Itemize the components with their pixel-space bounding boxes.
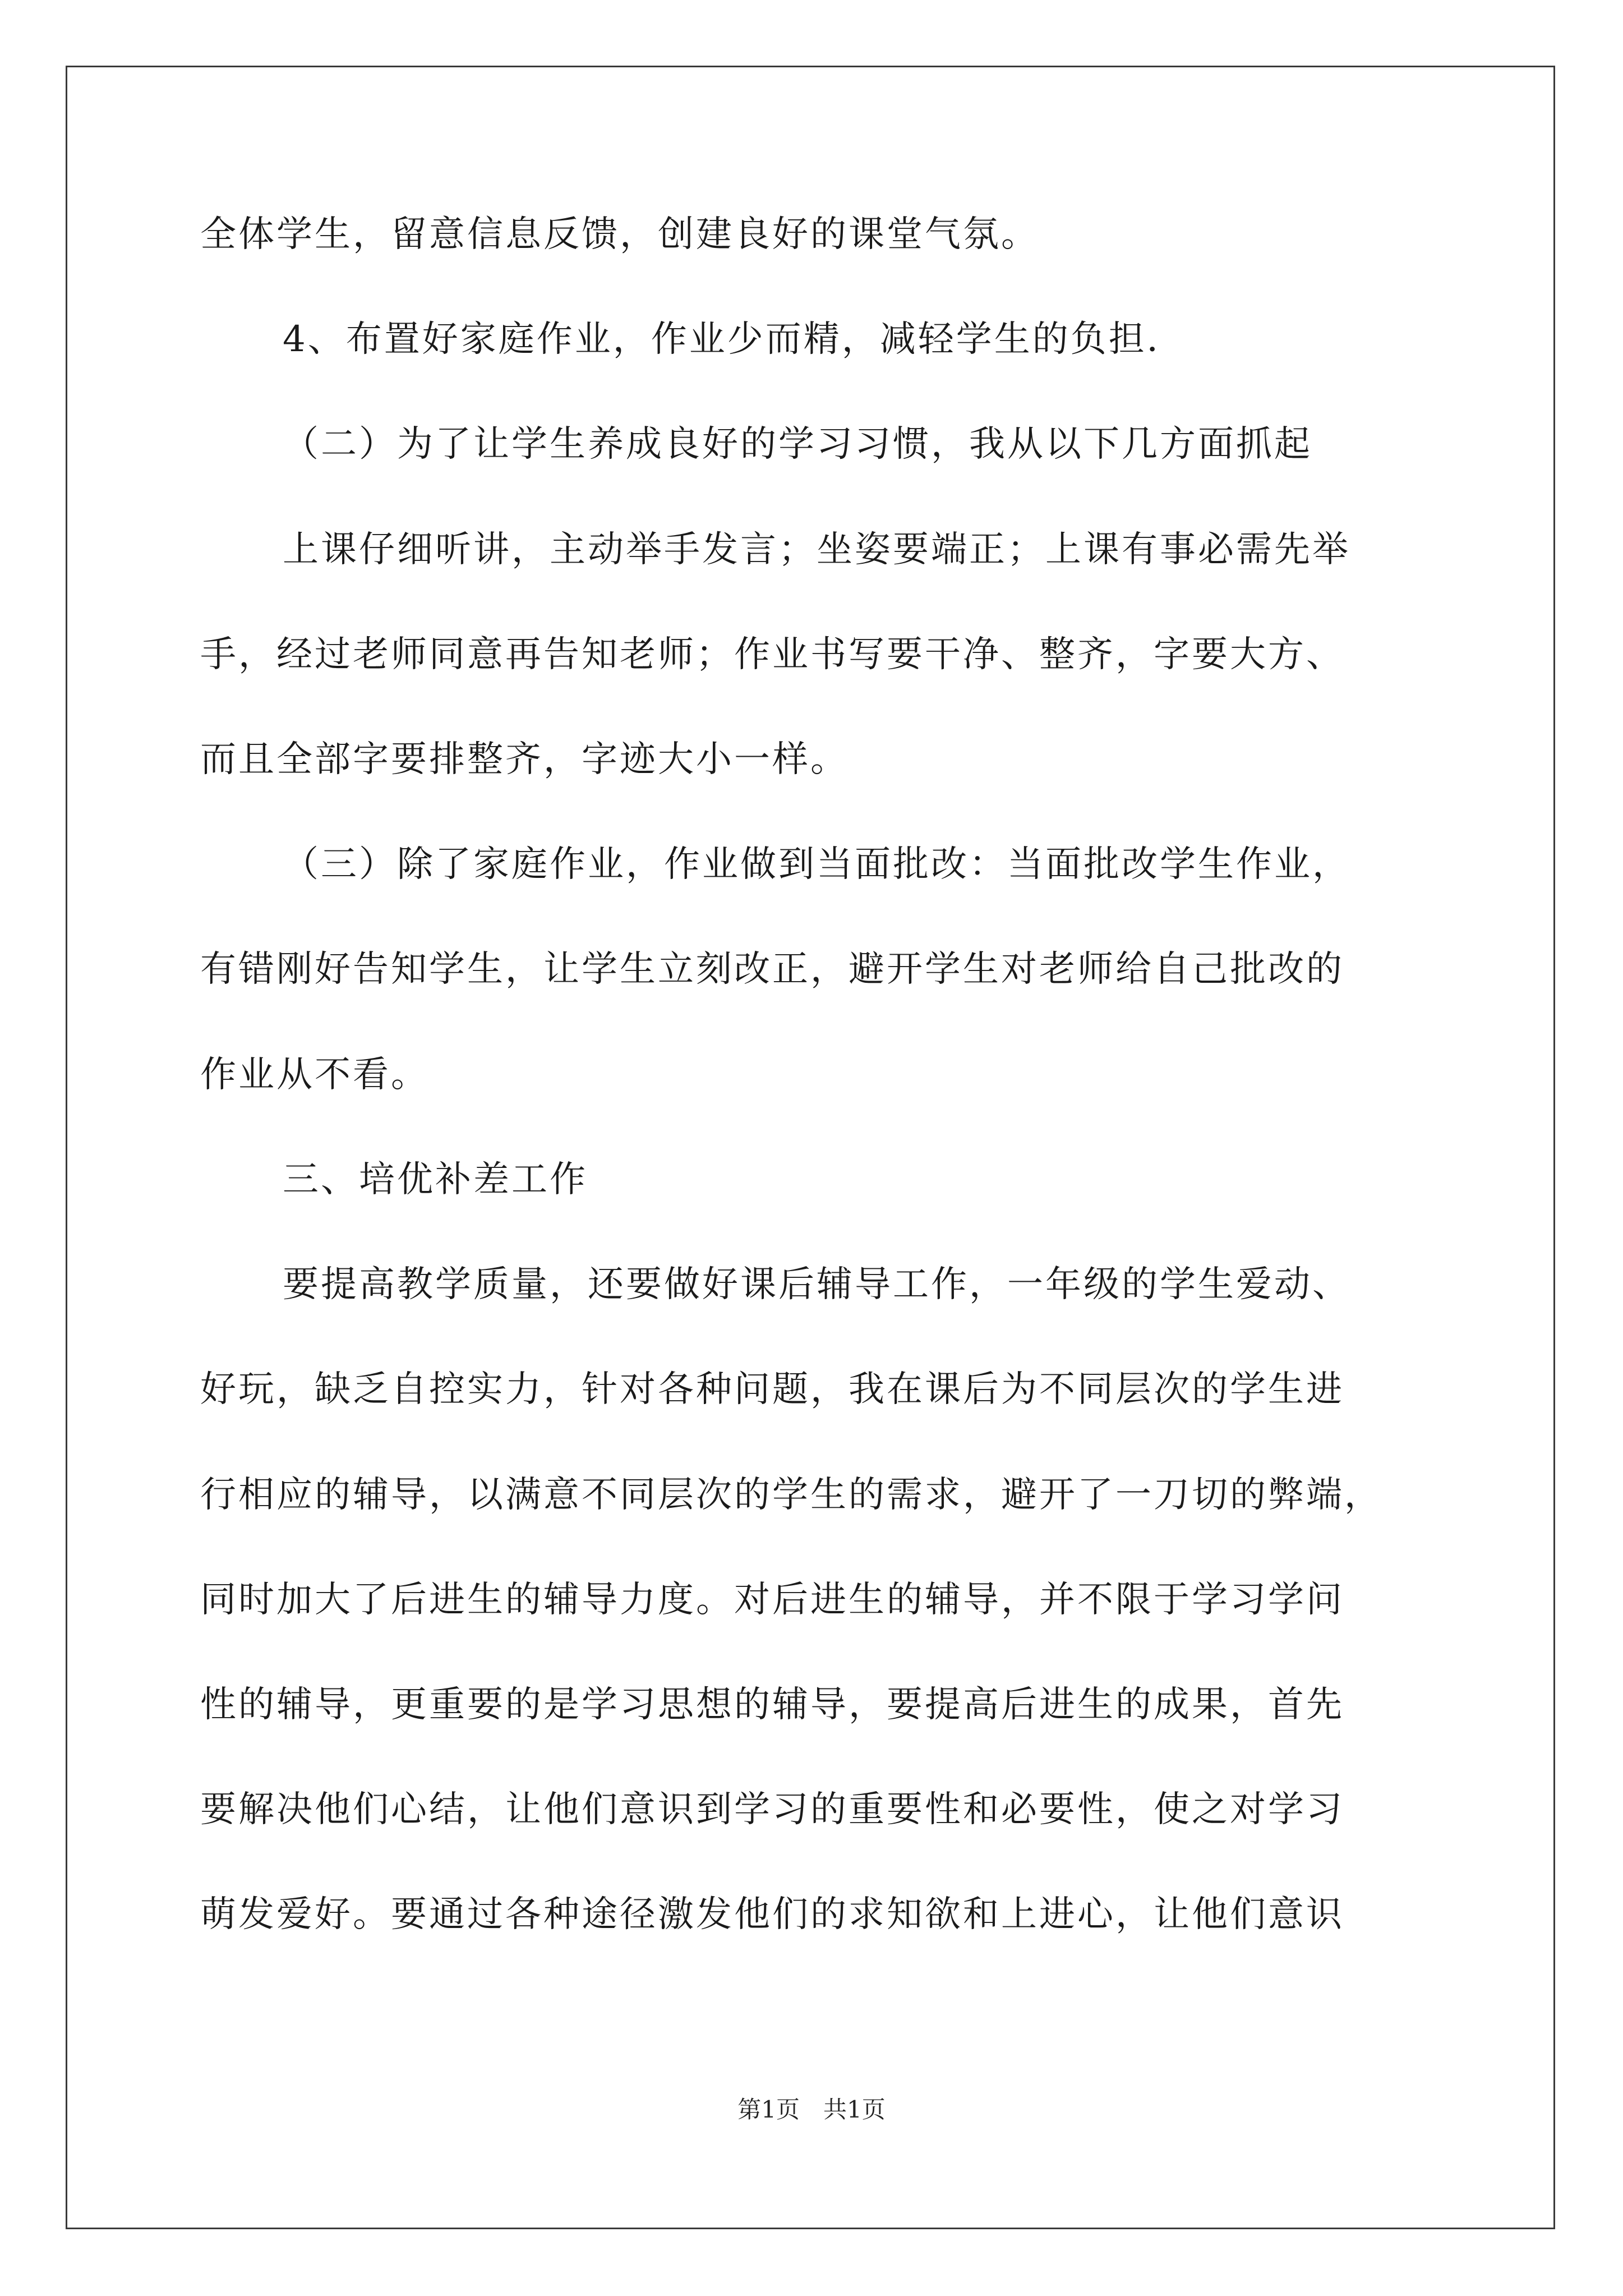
text-line: 作业从不看。 (200, 1054, 429, 1096)
text-line: 手，经过老师同意再告知老师；作业书写要干净、整齐，字要大方、 (200, 634, 1344, 675)
text-line: 同时加大了后进生的辅导力度。对后进生的辅导，并不限于学习学问 (200, 1579, 1344, 1621)
text-line: 性的辅导，更重要的是学习思想的辅导，要提高后进生的成果，首先 (200, 1684, 1344, 1726)
text-line: 全体学生，留意信息反馈，创建良好的课堂气氛。 (200, 214, 1039, 255)
text-line: （三）除了家庭作业，作业做到当面批改：当面批改学生作业， (283, 844, 1350, 885)
text-line: 好玩，缺乏自控实力，针对各种问题，我在课后为不同层次的学生进 (200, 1369, 1344, 1410)
text-line: 要提高教学质量，还要做好课后辅导工作，一年级的学生爱动、 (283, 1264, 1350, 1305)
text-line: 行相应的辅导，以满意不同层次的学生的需求，避开了一刀切的弊端， (200, 1474, 1382, 1516)
text-line: 有错刚好告知学生，让学生立刻改正，避开学生对老师给自己批改的 (200, 949, 1344, 990)
text-line: 萌发爱好。要通过各种途径激发他们的求知欲和上进心，让他们意识 (200, 1894, 1344, 1935)
text-line: 4、布置好家庭作业，作业少而精，减轻学生的负担． (283, 319, 1185, 360)
text-line: （二）为了让学生养成良好的学习习惯，我从以下几方面抓起 (283, 424, 1312, 465)
text-line: 而且全部字要排整齐，字迹大小一样。 (200, 739, 849, 780)
text-line: 上课仔细听讲，主动举手发言；坐姿要端正；上课有事必需先举 (283, 529, 1350, 570)
page-number-footer: 第1页 共1页 (737, 2096, 886, 2123)
section-heading: 三、培优补差工作 (283, 1159, 588, 1200)
text-line: 要解决他们心结，让他们意识到学习的重要性和必要性，使之对学习 (200, 1789, 1344, 1830)
